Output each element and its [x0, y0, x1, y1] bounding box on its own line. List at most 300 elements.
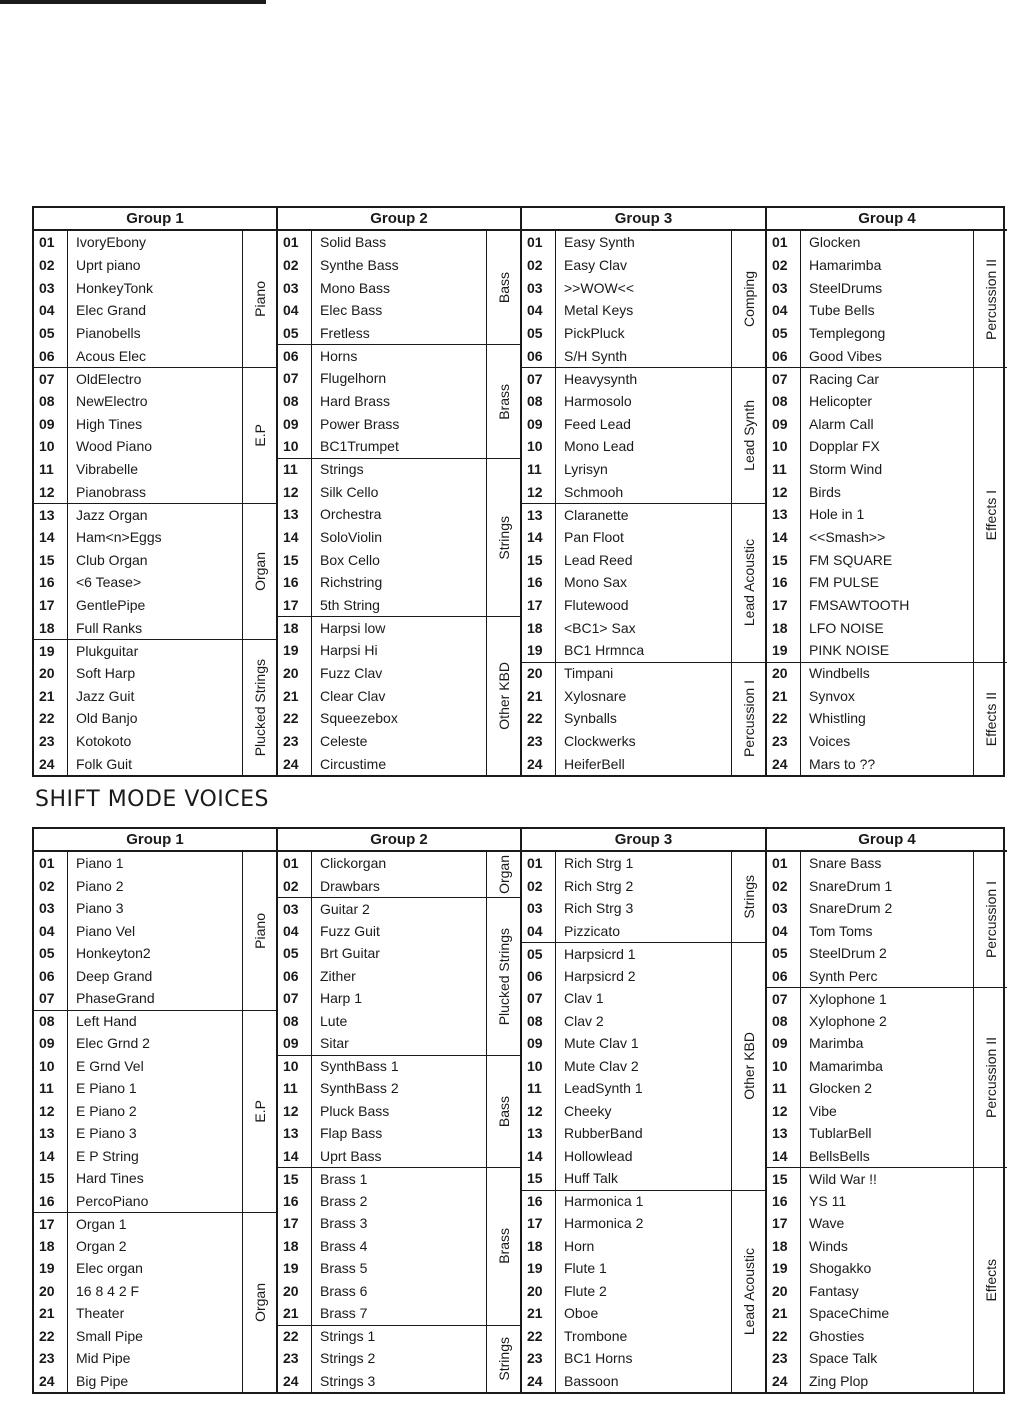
voice-number: 24	[283, 755, 299, 772]
voice-number: 13	[527, 1125, 543, 1142]
voice-name: PhaseGrand	[76, 990, 155, 1007]
category-column	[486, 852, 520, 1392]
voice-number: 01	[283, 234, 299, 251]
voice-number: 03	[772, 900, 788, 917]
voice-name: 5th String	[320, 596, 380, 613]
voice-name: RubberBand	[564, 1125, 643, 1142]
voice-name-column	[312, 231, 486, 775]
voice-number-column	[278, 852, 312, 1392]
voice-name: Xylophone 2	[809, 1012, 887, 1029]
voice-number: 05	[772, 324, 788, 341]
voice-name: Silk Cello	[320, 483, 379, 500]
voice-name: Brass 6	[320, 1282, 368, 1299]
voice-name: Xylophone 1	[801, 987, 973, 1010]
voice-name: Synballs	[564, 710, 617, 727]
voice-number: 01	[283, 855, 299, 872]
voice-number: 03	[39, 900, 55, 917]
voice-number: 14	[283, 1147, 299, 1164]
category-label: Percussion I	[982, 880, 999, 959]
category-label: Organ	[251, 1283, 268, 1322]
section-title: SHIFT MODE VOICES	[35, 787, 270, 812]
voice-name: Trombone	[564, 1327, 628, 1344]
voice-number: 22	[772, 1327, 788, 1344]
voice-name: Glocken 2	[809, 1080, 873, 1097]
voice-number: 09	[39, 415, 55, 432]
category-label: Comping	[740, 270, 757, 328]
voice-name: IvoryEbony	[76, 234, 147, 251]
voice-number: 16	[39, 1192, 55, 1209]
voice-name: PercoPiano	[76, 1192, 149, 1209]
category-cell	[487, 1055, 520, 1168]
voice-number: 01	[527, 234, 543, 251]
voice-name-column	[556, 852, 731, 1392]
voice-name: Theater	[76, 1305, 125, 1322]
voice-name: Huff Talk	[564, 1170, 618, 1187]
voice-name: SpaceChime	[809, 1305, 890, 1322]
voice-name: Mute Clav 1	[564, 1035, 639, 1052]
category-column	[486, 231, 520, 775]
voice-name: Power Brass	[320, 415, 400, 432]
group-header: Group 2	[278, 208, 520, 231]
voice-number: 06	[772, 967, 788, 984]
voice-number: 08	[527, 1012, 543, 1029]
voice-name: Harpsicrd 2	[564, 967, 636, 984]
voice-number: 04	[527, 922, 543, 939]
voice-name: Big Pipe	[76, 1372, 129, 1389]
group-body	[34, 852, 276, 1392]
voice-number: 07	[283, 370, 299, 387]
voice-number: 21	[772, 687, 788, 704]
voice-name: Glocken	[809, 234, 861, 251]
voice-name: Club Organ	[76, 551, 148, 568]
voice-number: 18	[39, 1237, 55, 1254]
voice-number: 20	[772, 1282, 788, 1299]
voice-name: Mute Clav 2	[564, 1057, 639, 1074]
voice-number: 23	[772, 732, 788, 749]
voice-number: 15	[527, 551, 543, 568]
voice-number: 08	[283, 1012, 299, 1029]
voice-name: Orchestra	[320, 506, 382, 523]
voice-number: 02	[283, 256, 299, 273]
voice-number: 13	[772, 506, 788, 523]
voice-name: Celeste	[320, 732, 368, 749]
voice-name: Old Banjo	[76, 710, 138, 727]
voice-name: Synthe Bass	[320, 256, 399, 273]
voice-number: 05	[283, 945, 299, 962]
voice-number: 14	[527, 1147, 543, 1164]
voice-name: Pianobrass	[76, 483, 147, 500]
voice-number: 03	[527, 279, 543, 296]
voice-name: Kotokoto	[76, 732, 132, 749]
voice-number: 09	[527, 1035, 543, 1052]
voice-name: Brass 4	[320, 1237, 368, 1254]
voice-number: 10	[278, 1055, 311, 1078]
voice-number: 16	[283, 574, 299, 591]
group-column	[276, 208, 520, 775]
voice-number: 20	[527, 1282, 543, 1299]
normal-voices-table	[32, 206, 1005, 777]
category-label: Strings	[495, 515, 512, 560]
voice-number: 19	[527, 1260, 543, 1277]
voice-name: LFO NOISE	[809, 619, 884, 636]
category-cell	[974, 1167, 1007, 1392]
voice-number: 15	[39, 551, 55, 568]
voice-name: Feed Lead	[564, 415, 631, 432]
voice-name: Lead Reed	[564, 551, 633, 568]
voice-name: <BC1> Sax	[564, 619, 636, 636]
voice-name: Fantasy	[809, 1282, 859, 1299]
voice-name: Plukguitar	[68, 639, 242, 662]
voice-name: Shogakko	[809, 1260, 872, 1277]
voice-name: Vibrabelle	[76, 460, 139, 477]
voice-name: Flutewood	[564, 596, 629, 613]
category-cell	[974, 662, 1007, 775]
voice-number: 05	[39, 945, 55, 962]
voice-number: 22	[39, 710, 55, 727]
voice-name: Hard Brass	[320, 392, 391, 409]
voice-number: 16	[527, 574, 543, 591]
voice-name: Good Vibes	[809, 347, 882, 364]
voice-name: Xylosnare	[564, 687, 627, 704]
voice-name: HeiferBell	[564, 755, 625, 772]
voice-number: 16	[522, 1190, 555, 1213]
voice-number: 23	[283, 1350, 299, 1367]
group-header: Group 1	[34, 208, 276, 231]
voice-name: BC1 Hrmnca	[564, 642, 645, 659]
voice-name: BC1Trumpet	[320, 438, 399, 455]
voice-name: Pizzicato	[564, 922, 621, 939]
voice-name: SnareDrum 2	[809, 900, 893, 917]
voice-number: 14	[283, 528, 299, 545]
voice-number: 06	[772, 347, 788, 364]
group-body	[522, 852, 765, 1392]
voice-name: Vibe	[809, 1102, 837, 1119]
category-label: Plucked Strings	[251, 658, 268, 757]
category-cell	[487, 852, 520, 897]
voice-number: 01	[772, 234, 788, 251]
category-label: Organ	[495, 855, 512, 894]
category-column	[973, 852, 1007, 1392]
voice-name: Elec organ	[76, 1260, 143, 1277]
category-cell	[243, 1010, 276, 1213]
voice-name: Dopplar FX	[809, 438, 880, 455]
voice-number: 08	[283, 392, 299, 409]
voice-number: 05	[772, 945, 788, 962]
voice-name: Box Cello	[320, 551, 380, 568]
voice-number: 22	[283, 710, 299, 727]
voice-name: Claranette	[556, 503, 731, 526]
voice-number: 08	[39, 392, 55, 409]
category-label: Lead Acoustic	[740, 539, 757, 627]
voice-name: Bassoon	[564, 1372, 619, 1389]
voice-name: 16 8 4 2 F	[76, 1282, 140, 1299]
group-column	[520, 829, 765, 1392]
category-label: Lead Acoustic	[740, 1247, 757, 1335]
voice-name: Harmonica 2	[564, 1215, 644, 1232]
voice-number: 24	[527, 755, 543, 772]
voice-name: Wild War !!	[801, 1167, 973, 1190]
voice-number: 01	[772, 855, 788, 872]
voice-name: High Tines	[76, 415, 143, 432]
voice-name: Heavysynth	[556, 367, 731, 390]
voice-number: 05	[522, 942, 555, 965]
voice-number: 23	[772, 1350, 788, 1367]
category-cell	[243, 367, 276, 503]
voice-name: Lute	[320, 1012, 348, 1029]
voice-name: SynthBass 1	[312, 1055, 486, 1078]
voice-name: Sitar	[320, 1035, 349, 1052]
voice-number: 19	[283, 642, 299, 659]
voice-number: 19	[34, 639, 67, 662]
voice-number: 14	[527, 528, 543, 545]
voice-number: 13	[34, 503, 67, 526]
voice-number: 11	[527, 1080, 542, 1097]
category-column	[242, 852, 276, 1392]
voice-name: Deep Grand	[76, 967, 153, 984]
voice-number: 10	[39, 438, 55, 455]
voice-number: 23	[527, 732, 543, 749]
voice-name: Mars to ??	[809, 755, 876, 772]
voice-name-column	[801, 852, 973, 1392]
voice-name: Fretless	[320, 324, 370, 341]
voice-number: 04	[39, 302, 55, 319]
voice-name: PickPluck	[564, 324, 625, 341]
voice-number: 11	[278, 458, 311, 481]
category-cell	[243, 231, 276, 367]
voice-name: Mono Sax	[564, 574, 628, 591]
voice-name: Hole in 1	[809, 506, 865, 523]
voice-number: 24	[527, 1372, 543, 1389]
voice-number: 12	[39, 483, 55, 500]
voice-name: Harpsi Hi	[320, 642, 378, 659]
voice-number: 12	[527, 1102, 543, 1119]
group-column	[765, 829, 1007, 1392]
voice-number: 22	[39, 1327, 55, 1344]
voice-name: Fuzz Guit	[320, 922, 380, 939]
voice-number: 13	[39, 1125, 55, 1142]
voice-name: E Piano 3	[76, 1125, 137, 1142]
voice-name: PINK NOISE	[809, 642, 890, 659]
voice-number: 23	[39, 1350, 55, 1367]
voice-name: FM SQUARE	[809, 551, 893, 568]
group-header: Group 2	[278, 829, 520, 852]
voice-number: 07	[767, 987, 800, 1010]
voice-name: Clockwerks	[564, 732, 636, 749]
voice-name: Brt Guitar	[320, 945, 380, 962]
voice-name: Space Talk	[809, 1350, 878, 1367]
voice-name: Mid Pipe	[76, 1350, 131, 1367]
voice-name: Guitar 2	[312, 897, 486, 920]
voice-number: 03	[283, 279, 299, 296]
voice-name-column	[68, 231, 242, 775]
voice-number: 18	[527, 619, 543, 636]
voice-number: 10	[39, 1057, 55, 1074]
voice-number: 11	[39, 1080, 54, 1097]
voice-number: 17	[527, 1215, 543, 1232]
voice-number: 22	[527, 1327, 543, 1344]
voice-name: Mamarimba	[809, 1057, 883, 1074]
voice-name: >>WOW<<	[564, 279, 635, 296]
voice-number-column	[767, 852, 801, 1392]
category-cell	[732, 1190, 765, 1393]
voice-name: Organ 2	[76, 1237, 127, 1254]
voice-number: 07	[767, 367, 800, 390]
category-label: Bass	[495, 1095, 512, 1127]
category-column	[973, 231, 1007, 775]
voice-name: E Piano 2	[76, 1102, 137, 1119]
voice-number: 16	[772, 574, 788, 591]
voice-name: Harpsi low	[312, 616, 486, 639]
voice-name: Small Pipe	[76, 1327, 143, 1344]
voice-number: 24	[772, 1372, 788, 1389]
voice-number: 21	[39, 687, 55, 704]
voice-name: Clav 1	[564, 990, 604, 1007]
voice-name: Schmooh	[564, 483, 624, 500]
voice-name: Full Ranks	[76, 619, 143, 636]
voice-number: 21	[283, 1305, 299, 1322]
voice-name: Voices	[809, 732, 851, 749]
voice-number: 15	[527, 1170, 543, 1187]
voice-number: 18	[527, 1237, 543, 1254]
voice-number-column	[34, 231, 68, 775]
group-column	[765, 208, 1007, 775]
voice-number-column	[522, 852, 556, 1392]
voice-name: Zither	[320, 967, 356, 984]
voice-number: 02	[39, 877, 55, 894]
group-header: Group 4	[767, 829, 1007, 852]
voice-number: 10	[527, 1057, 543, 1074]
voice-name: Solid Bass	[320, 234, 387, 251]
voice-number: 01	[39, 855, 55, 872]
voice-name: Pianobells	[76, 324, 141, 341]
voice-name: Harp 1	[320, 990, 363, 1007]
voice-name: E P String	[76, 1147, 139, 1164]
category-cell	[487, 616, 520, 775]
voice-name: Winds	[809, 1237, 848, 1254]
voice-number: 13	[772, 1125, 788, 1142]
voice-number: 02	[283, 877, 299, 894]
category-label: E.P	[251, 1099, 268, 1123]
voice-number: 18	[772, 1237, 788, 1254]
category-cell	[243, 852, 276, 1010]
voice-name: Piano 2	[76, 877, 124, 894]
category-cell	[243, 503, 276, 639]
voice-number-column	[278, 231, 312, 775]
category-column	[731, 852, 765, 1392]
voice-number: 13	[283, 1125, 299, 1142]
voice-number: 08	[772, 392, 788, 409]
voice-name: Tube Bells	[809, 302, 875, 319]
voice-name: Racing Car	[801, 367, 973, 390]
category-cell	[243, 639, 276, 775]
voice-name: Hard Tines	[76, 1170, 144, 1187]
voice-number: 12	[527, 483, 543, 500]
category-label: Other KBD	[740, 1032, 757, 1101]
voice-name: Alarm Call	[809, 415, 874, 432]
voice-name: Clear Clav	[320, 687, 386, 704]
voice-name: Piano 3	[76, 900, 124, 917]
voice-name: Birds	[809, 483, 841, 500]
voice-name: Mono Bass	[320, 279, 391, 296]
voice-name: Harmonica 1	[556, 1190, 731, 1213]
voice-number: 07	[522, 367, 555, 390]
voice-name: Folk Guit	[76, 755, 133, 772]
category-label: Lead Synth	[740, 400, 757, 471]
voice-number: 07	[39, 990, 55, 1007]
voice-number: 01	[39, 234, 55, 251]
category-cell	[732, 662, 765, 775]
voice-name: Hamarimba	[809, 256, 882, 273]
category-cell	[732, 942, 765, 1190]
voice-number: 02	[527, 256, 543, 273]
voice-name: Strings 3	[320, 1372, 376, 1389]
voice-number: 14	[772, 528, 788, 545]
voice-number: 17	[283, 1215, 299, 1232]
voice-name: Harmosolo	[564, 392, 632, 409]
voice-number: 09	[772, 415, 788, 432]
category-label: Effects II	[982, 691, 999, 746]
group-body	[522, 231, 765, 775]
voice-number: 11	[283, 1080, 298, 1097]
voice-number: 15	[767, 1167, 800, 1190]
voice-number: 12	[772, 1102, 788, 1119]
voice-number: 24	[39, 755, 55, 772]
voice-number: 01	[527, 855, 543, 872]
voice-number: 06	[283, 967, 299, 984]
voice-number: 17	[34, 1212, 67, 1235]
category-label: Percussion II	[982, 258, 999, 340]
voice-name: Synvox	[809, 687, 855, 704]
voice-name: Organ 1	[68, 1212, 242, 1235]
voice-number: 17	[527, 596, 543, 613]
voice-number: 05	[39, 324, 55, 341]
voice-name: Lyrisyn	[564, 460, 608, 477]
group-column	[34, 208, 276, 775]
voice-number: 18	[39, 619, 55, 636]
voice-number: 13	[522, 503, 555, 526]
voice-name: Soft Harp	[76, 664, 136, 681]
voice-number: 22	[278, 1325, 311, 1348]
voice-number: 17	[39, 596, 55, 613]
voice-name: Horns	[312, 344, 486, 367]
voice-number: 09	[283, 415, 299, 432]
voice-number: 19	[772, 642, 788, 659]
voice-number: 05	[283, 324, 299, 341]
voice-number: 14	[39, 528, 55, 545]
category-column	[731, 231, 765, 775]
voice-name: <<Smash>>	[809, 528, 886, 545]
voice-name: Tom Toms	[809, 922, 873, 939]
voice-number: 02	[39, 256, 55, 273]
voice-name: Flute 1	[564, 1260, 607, 1277]
voice-number: 16	[39, 574, 55, 591]
category-cell	[243, 1212, 276, 1392]
voice-number: 19	[772, 1260, 788, 1277]
voice-name: Synth Perc	[809, 967, 878, 984]
category-cell	[487, 1167, 520, 1325]
voice-name: Brass 1	[312, 1167, 486, 1190]
group-body	[34, 231, 276, 775]
voice-number: 06	[527, 347, 543, 364]
category-label: Piano	[251, 912, 268, 949]
top-rule	[0, 0, 266, 4]
voice-number: 04	[39, 922, 55, 939]
voice-number: 04	[772, 302, 788, 319]
voice-name: Ghosties	[809, 1327, 865, 1344]
voice-name: Pluck Bass	[320, 1102, 390, 1119]
voice-name: Elec Bass	[320, 302, 383, 319]
voice-name: Brass 3	[320, 1215, 368, 1232]
